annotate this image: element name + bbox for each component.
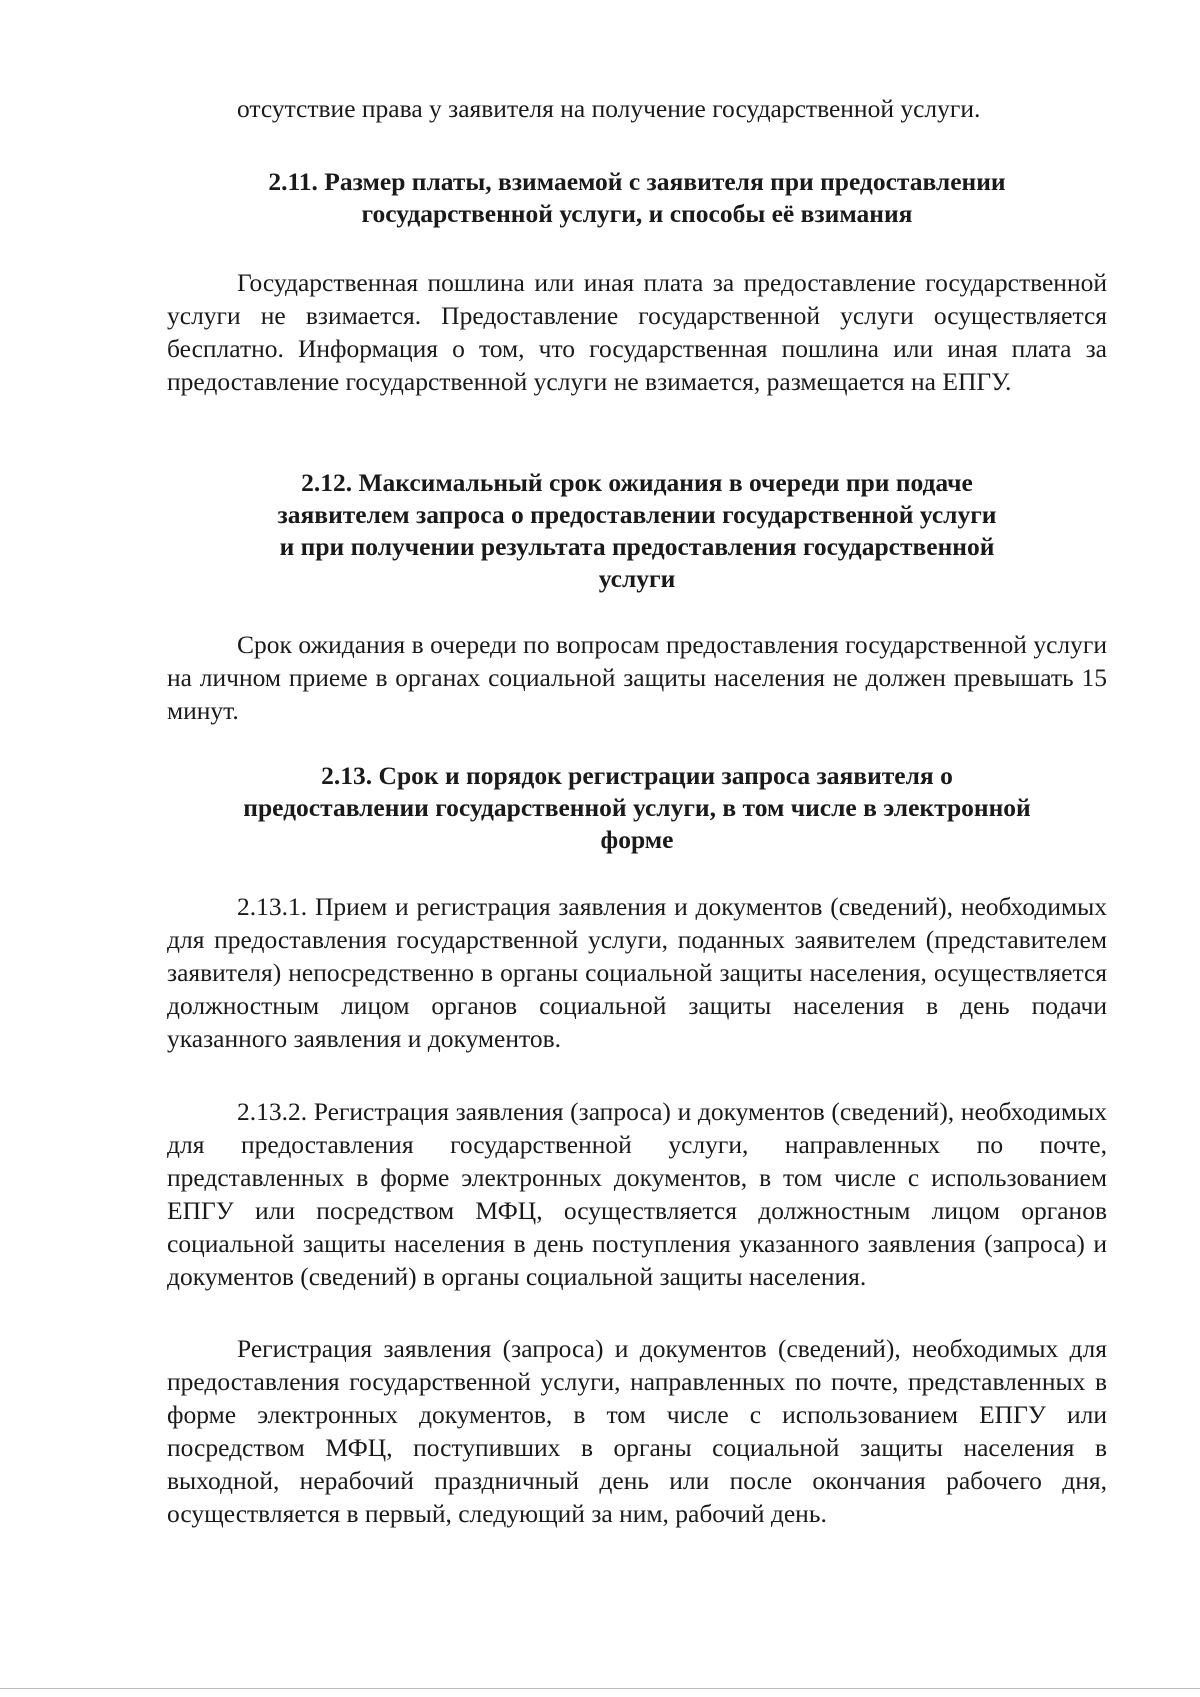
heading-line: и при получении результата предоставления государственной xyxy=(279,532,995,561)
heading-line: 2.12. Максимальный срок ожидания в очереди при подаче xyxy=(301,468,973,497)
lead-line: отсутствие права у заявителя на получение государственной услуги. xyxy=(237,94,981,123)
paragraph: Регистрация заявления (запроса) и документов (сведений), необходимых для предоставления государственной услуги, направленных по почте, представленных в форме электронных документов, в том числе с использованием ЕПГУ или посредством МФЦ, поступивших в органы социальной защиты населения в выходной, нерабочий праздничный день или после окончания рабочего дня, осуществляется в первый, следующий за ним, рабочий день. xyxy=(167,1334,1107,1528)
heading-line: 2.11. Размер платы, взимаемой с заявителя при предоставлении xyxy=(268,167,1006,196)
heading-line: 2.13. Срок и порядок регистрации запроса заявителя о xyxy=(321,761,953,790)
section-2-13-heading xyxy=(167,760,1107,856)
section-2-11-heading xyxy=(167,166,1107,230)
heading-line: услуги xyxy=(598,564,676,593)
section-2-11-body xyxy=(167,266,1107,398)
heading-line: заявителем запроса о предоставлении государственной услуги xyxy=(277,500,997,529)
heading-line: государственной услуги, и способы её взимания xyxy=(361,199,913,228)
heading-line: форме xyxy=(600,825,674,854)
section-2-13-1-body xyxy=(167,890,1107,1055)
paragraph: Срок ожидания в очереди по вопросам предоставления государственной услуги на личном приеме в органах социальной защиты населения не должен превышать 15 минут. xyxy=(167,630,1107,725)
section-2-13-3-body xyxy=(167,1332,1107,1530)
section-2-12-heading xyxy=(167,467,1107,595)
scan-edge-rule xyxy=(0,1688,1200,1689)
paragraph: 2.13.2. Регистрация заявления (запроса) и документов (сведений), необходимых для предоставления государственной услуги, направленных по почте, представленных в форме электронных документов, в том числе с использованием ЕПГУ или посредством МФЦ, осуществляется должностным лицом органов социальной защиты населения в день поступления указанного заявления (запроса) и документов (сведений) в органы социальной защиты населения. xyxy=(167,1097,1107,1291)
heading-line: предоставлении государственной услуги, в том числе в электронной xyxy=(243,793,1031,822)
section-2-13-2-body xyxy=(167,1095,1107,1293)
paragraph: Государственная пошлина или иная плата за предоставление государственной услуги не взимается. Предоставление государственной услуги осуществляется бесплатно. Информация о том, что государственная пошлина или иная плата за предоставление государственной услуги не взимается, размещается на ЕПГУ. xyxy=(167,268,1107,396)
paragraph: 2.13.1. Прием и регистрация заявления и документов (сведений), необходимых для предоставления государственной услуги, поданных заявителем (представителем заявителя) непосредственно в органы социальной защиты населения, осуществляется должностным лицом органов социальной защиты населения в день подачи указанного заявления и документов. xyxy=(167,892,1107,1053)
section-2-12-body xyxy=(167,628,1107,727)
